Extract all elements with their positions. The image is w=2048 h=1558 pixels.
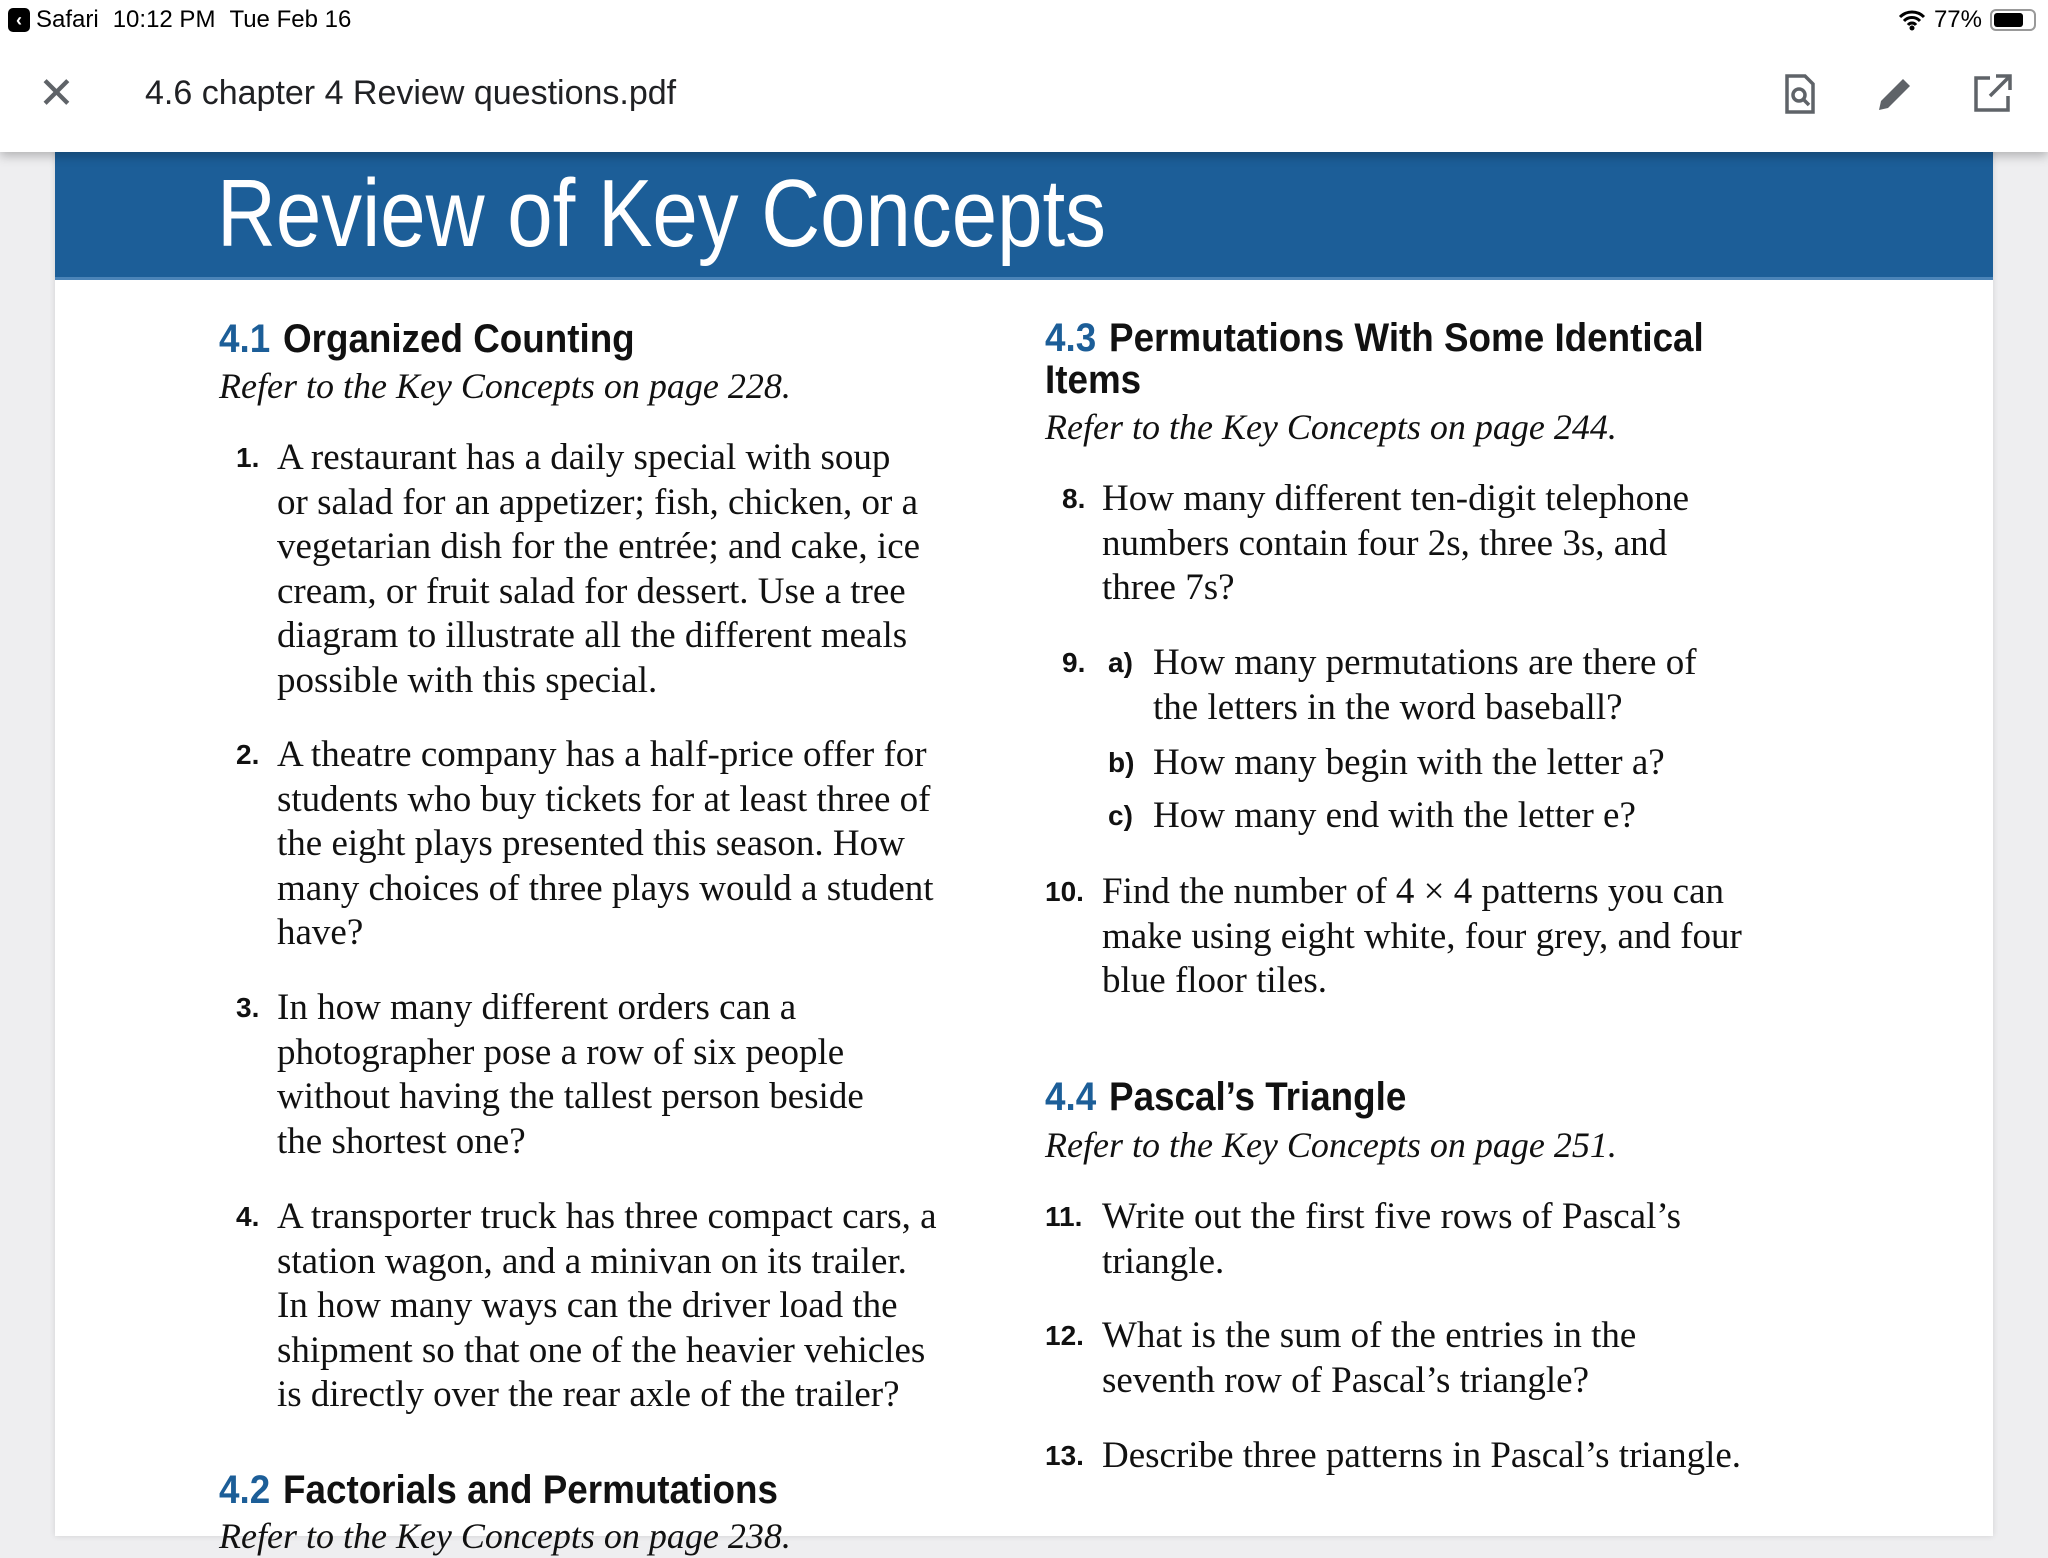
question-line: numbers contain four 2s, three 3s, and xyxy=(1102,522,1668,564)
section-heading xyxy=(219,318,635,360)
question-part-label: b) xyxy=(1108,747,1135,778)
question-line: How many end with the letter e? xyxy=(1153,795,1636,836)
open-external-icon[interactable] xyxy=(1970,72,2014,116)
section-title: Organized Counting xyxy=(283,317,635,361)
question-line: triangle. xyxy=(1102,1240,1225,1282)
question-text xyxy=(1102,1314,1636,1403)
status-bar xyxy=(0,0,2048,40)
search-document-icon[interactable] xyxy=(1778,72,1822,116)
question-line: many choices of three plays would a student xyxy=(277,867,934,909)
question-part-text xyxy=(1153,641,1697,730)
question-line: photographer pose a row of six people xyxy=(277,1031,845,1073)
question-line: vegetarian dish for the entrée; and cake, ice xyxy=(277,526,921,567)
wifi-icon xyxy=(1898,9,1926,31)
question-number: 9. xyxy=(1062,647,1086,678)
question-line: How many begin with the letter a? xyxy=(1153,742,1665,783)
question-line: diagram to illustrate all the different meals xyxy=(277,615,908,656)
question-line: have? xyxy=(277,912,364,953)
question-part-label: a) xyxy=(1108,647,1133,678)
section-number: 4.4 xyxy=(1045,1075,1097,1119)
question-line: In how many ways can the driver load the xyxy=(277,1285,898,1326)
question-line: Describe three patterns in Pascal’s triangle. xyxy=(1102,1435,1742,1476)
battery-percent: 77% xyxy=(1933,6,1982,33)
section-ref: Refer to the Key Concepts on page 238. xyxy=(219,1516,791,1556)
question-line: or salad for an appetizer; fish, chicken, or a xyxy=(277,481,919,523)
question-line: cream, or fruit salad for dessert. Use a tree xyxy=(277,570,906,612)
section-number: 4.2 xyxy=(219,1468,271,1512)
question-line: Write out the first five rows of Pascal’s xyxy=(1102,1196,1682,1237)
question-text xyxy=(277,1195,937,1418)
back-app-label[interactable]: Safari xyxy=(36,6,99,33)
question-part-text xyxy=(1153,741,1665,786)
question-line: possible with this special. xyxy=(277,659,658,701)
section-title: Permutations With Some Identical xyxy=(1109,316,1704,360)
question-line: shipment so that one of the heavier vehicles xyxy=(277,1329,926,1371)
question-number: 12. xyxy=(1045,1320,1084,1351)
battery-icon xyxy=(1990,9,2036,31)
question-text xyxy=(277,733,934,956)
status-date: Tue Feb 16 xyxy=(229,6,352,33)
question-line: three 7s? xyxy=(1102,567,1235,608)
question-text xyxy=(1102,477,1689,611)
pdf-toolbar xyxy=(0,40,2048,152)
question-line: In how many different orders can a xyxy=(277,987,797,1028)
question-number: 2. xyxy=(236,739,260,770)
question-number: 4. xyxy=(236,1201,260,1232)
question-line: blue floor tiles. xyxy=(1102,960,1328,1001)
question-line: without having the tallest person beside xyxy=(277,1076,864,1117)
question-part-label: c) xyxy=(1108,800,1133,831)
section-number: 4.1 xyxy=(219,317,271,361)
section-ref: Refer to the Key Concepts on page 244. xyxy=(1045,407,1617,447)
question-text xyxy=(1102,1195,1681,1284)
question-line: make using eight white, four grey, and four xyxy=(1102,915,1742,957)
question-line: the shortest one? xyxy=(277,1120,526,1162)
question-line: How many different ten-digit telephone xyxy=(1102,478,1690,519)
question-line: What is the sum of the entries in the xyxy=(1102,1315,1637,1356)
section-title: Factorials and Permutations xyxy=(283,1468,778,1512)
question-number: 8. xyxy=(1062,483,1086,514)
question-text xyxy=(277,986,864,1164)
question-number: 11. xyxy=(1045,1201,1083,1232)
question-line: How many permutations are there of xyxy=(1153,642,1697,683)
banner-title: Review of Key Concepts xyxy=(217,160,1106,267)
question-text xyxy=(1102,1434,1741,1479)
document-title: 4.6 chapter 4 Review questions.pdf xyxy=(145,74,677,112)
question-number: 10. xyxy=(1045,876,1084,907)
section-heading xyxy=(1045,1076,1406,1118)
question-line: A transporter truck has three compact cars, a xyxy=(277,1196,937,1237)
question-line: station wagon, and a minivan on its trailer. xyxy=(277,1240,907,1282)
question-line: students who buy tickets for at least three of xyxy=(277,778,931,820)
section-heading-line2: Items xyxy=(1045,358,1142,402)
question-number: 1. xyxy=(236,442,260,473)
back-to-app-icon[interactable]: ‹ xyxy=(8,8,30,32)
question-line: A restaurant has a daily special with soup xyxy=(277,437,891,478)
question-number: 13. xyxy=(1045,1440,1084,1471)
pencil-icon[interactable] xyxy=(1873,72,1917,116)
question-line: Find the number of 4 × 4 patterns you can xyxy=(1102,871,1724,912)
section-ref: Refer to the Key Concepts on page 228. xyxy=(219,366,791,406)
status-time: 10:12 PM xyxy=(112,6,216,33)
section-heading xyxy=(219,1469,778,1511)
question-line: the eight plays presented this season. How xyxy=(277,823,905,864)
question-number: 3. xyxy=(236,992,260,1023)
close-icon[interactable]: ✕ xyxy=(38,69,75,118)
question-line: is directly over the rear axle of the trailer? xyxy=(277,1374,900,1415)
question-line: the letters in the word baseball? xyxy=(1153,686,1623,728)
section-ref: Refer to the Key Concepts on page 251. xyxy=(1045,1125,1617,1165)
section-title: Pascal’s Triangle xyxy=(1109,1075,1407,1119)
chapter-banner xyxy=(55,152,1993,280)
question-part-text xyxy=(1153,794,1636,839)
section-heading xyxy=(1045,317,1704,359)
section-number: 4.3 xyxy=(1045,316,1097,360)
question-line: A theatre company has a half-price offer for xyxy=(277,734,927,775)
question-line: seventh row of Pascal’s triangle? xyxy=(1102,1359,1590,1401)
question-text xyxy=(1102,870,1742,1004)
question-text xyxy=(277,436,920,703)
